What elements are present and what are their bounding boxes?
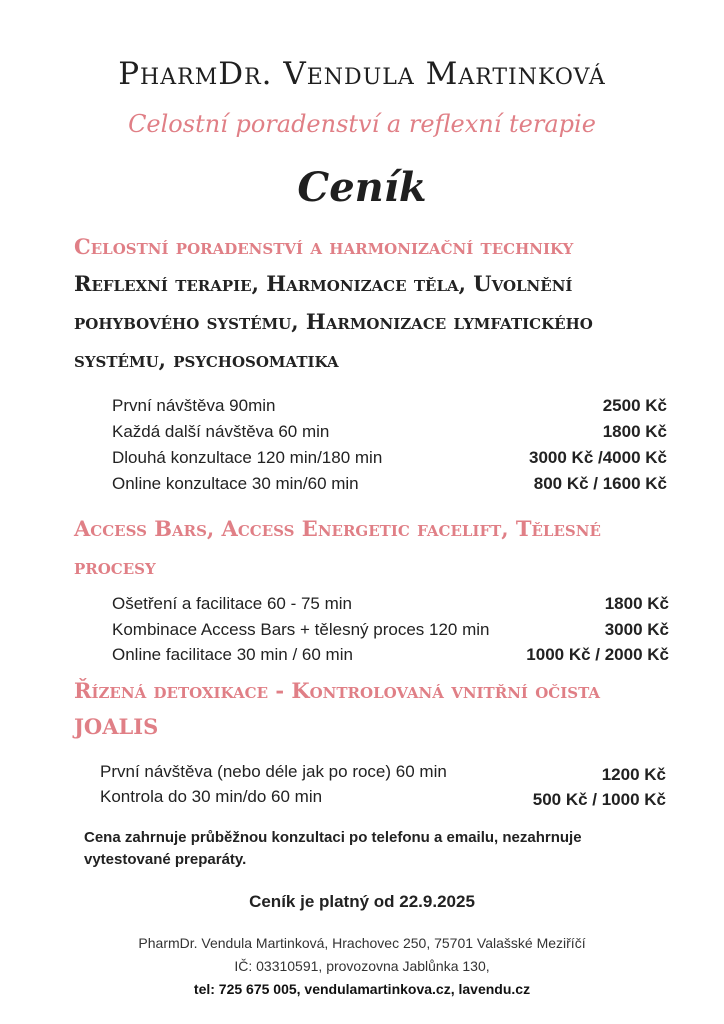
service-price: 800 Kč / 1600 Kč: [533, 474, 667, 493]
price-row: [112, 474, 667, 500]
price-row: [112, 396, 667, 422]
price-row: [100, 762, 666, 788]
service-price: 1800 Kč: [602, 422, 667, 441]
price-row: [100, 787, 666, 813]
section-1-subtitle-line-3: systému, psychosomatika: [74, 347, 339, 372]
service-label: První návštěva (nebo déle jak po roce) 60 min: [100, 762, 447, 781]
service-label: Každá další návštěva 60 min: [112, 422, 330, 441]
price-row: [112, 620, 669, 646]
section-1-subtitle-line-2: pohybového systému, Harmonizace lymfatického: [74, 309, 593, 334]
price-note: Cena zahrnuje průběžnou konzultaci po telefonu a emailu, nezahrnuje vytestované preparáty.: [84, 829, 582, 868]
footer-contact: tel: 725 675 005, vendulamartinkova.cz, lavendu.cz: [193, 981, 531, 997]
service-label: Online konzultace 30 min/60 min: [112, 474, 359, 493]
section-3-title-line-2: JOALIS: [74, 714, 159, 739]
price-row: [112, 645, 669, 671]
page-heading: Ceník: [297, 164, 427, 211]
service-price: 2500 Kč: [602, 396, 667, 415]
service-price: 500 Kč / 1000 Kč: [532, 790, 666, 809]
service-price: 1200 Kč: [601, 765, 666, 784]
service-label: První návštěva 90min: [112, 396, 276, 415]
service-label: Kombinace Access Bars + tělesný proces 120 min: [112, 620, 490, 639]
price-row: [112, 594, 669, 620]
section-1-subtitle-line-1: Reflexní terapie, Harmonizace těla, Uvolnění: [74, 271, 573, 296]
service-label: Ošetření a facilitace 60 - 75 min: [112, 594, 353, 613]
service-price: 1800 Kč: [604, 594, 669, 613]
section-2-title-line-2: procesy: [74, 554, 156, 579]
section-3-title-line-1: Řízená detoxikace - Kontrolovaná vnitřní očista: [74, 678, 601, 703]
practitioner-name: PharmDr. Vendula Martinková: [118, 56, 606, 92]
service-label: Kontrola do 30 min/do 60 min: [100, 787, 323, 806]
section-1-title: Celostní poradenství a harmonizační techniky: [74, 234, 574, 259]
service-price: 1000 Kč / 2000 Kč: [526, 645, 669, 664]
service-price: 3000 Kč: [604, 620, 669, 639]
price-row: [112, 422, 667, 448]
footer-address: PharmDr. Vendula Martinková, Hrachovec 250, 75701 Valašské Meziříčí: [138, 935, 586, 951]
footer-ico: IČ: 03310591, provozovna Jablůnka 130,: [234, 958, 490, 974]
service-label: Online facilitace 30 min / 60 min: [112, 645, 353, 664]
service-label: Dlouhá konzultace 120 min/180 min: [112, 448, 383, 467]
section-2-title-line-1: Access Bars, Access Energetic facelift, Tělesné: [74, 516, 601, 541]
price-row: [112, 448, 667, 474]
practice-subtitle: Celostní poradenství a reflexní terapie: [128, 110, 596, 138]
service-price: 3000 Kč /4000 Kč: [529, 448, 667, 467]
validity-date: Ceník je platný od 22.9.2025: [249, 892, 475, 911]
